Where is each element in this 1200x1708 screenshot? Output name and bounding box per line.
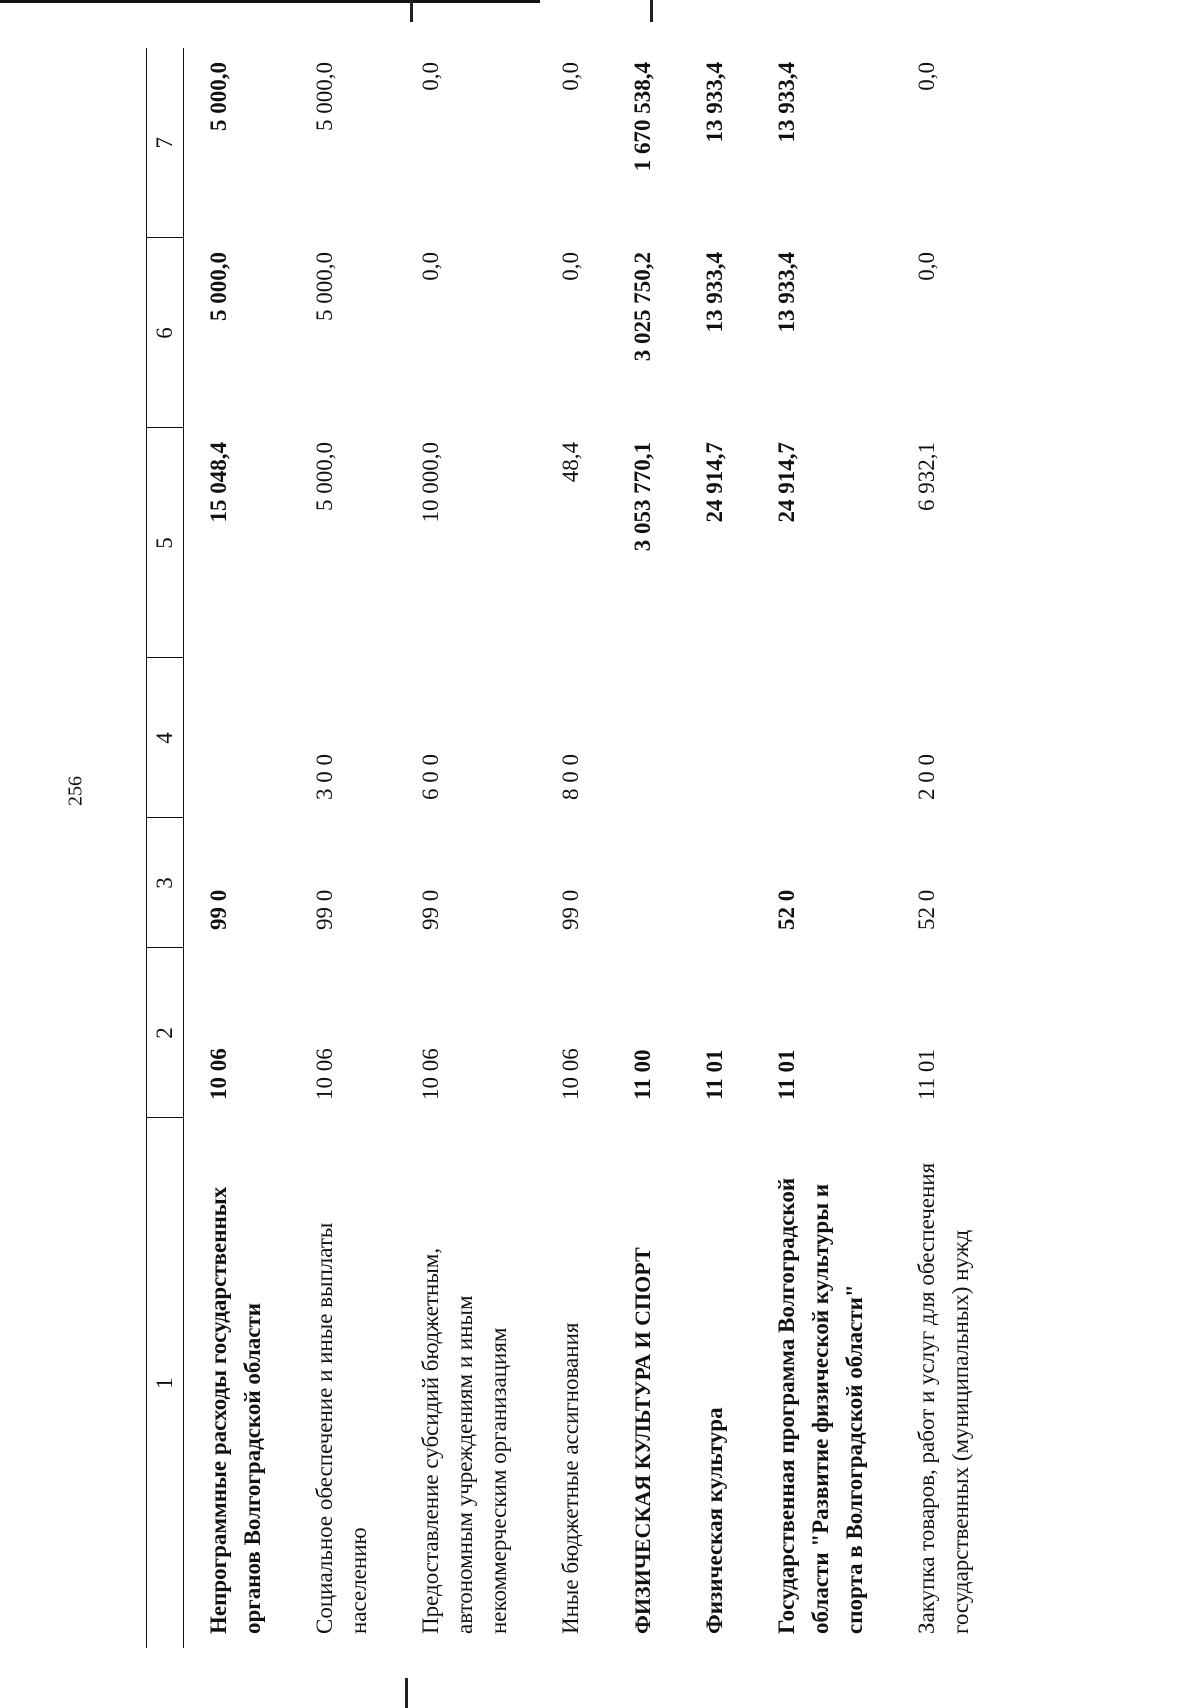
row-name: Физическая культура [702,1407,727,1634]
row-name: Государственная программа Волгоградской области "Развитие физической культуры и спорта в Волгоградской области" [774,1177,867,1634]
row-amount-6: 5 000,0 [312,252,337,321]
row-amount-5: 15 048,4 [206,442,231,523]
row-section: 10 06 [206,1048,231,1100]
row-amount-6: 0,0 [558,252,583,281]
row-amount-7: 5 000,0 [312,62,337,131]
table-row [536,48,608,1648]
row-amount-7: 13 933,4 [702,62,727,143]
header-col-1: 1 [147,1118,184,1648]
row-amount-6: 13 933,4 [702,252,727,333]
row-name: Иные бюджетные ассигнования [558,1322,583,1634]
table-row [752,48,892,1648]
table-header-row [147,48,184,1648]
table-body [184,48,999,1648]
row-amount-5: 6 932,1 [914,442,939,511]
row-amount-5: 24 914,7 [774,442,799,523]
header-col-5: 5 [147,428,184,658]
row-target: 99 0 [312,889,337,930]
row-amount-5: 3 053 770,1 [630,442,655,552]
row-name: ФИЗИЧЕСКАЯ КУЛЬТУРА И СПОРТ [630,1247,655,1634]
row-amount-6: 5 000,0 [206,252,231,321]
scan-mark [405,1678,408,1708]
row-amount-7: 5 000,0 [206,62,231,131]
row-amount-6: 3 025 750,2 [630,252,655,362]
row-section: 10 06 [312,1048,337,1100]
row-section: 10 06 [418,1048,443,1100]
row-expense-type [184,658,291,818]
row-expense-type [752,658,892,818]
budget-table [146,48,998,1648]
row-name: Непрограммные расходы государственных органов Волгоградской области [206,1186,265,1634]
row-amount-6: 13 933,4 [774,252,799,333]
table-row [608,48,680,1648]
row-name: Закупка товаров, работ и услуг для обеспечения государственных (муниципальных) нужд [914,1162,973,1634]
row-target [608,818,680,948]
document-sheet [146,48,1106,1648]
row-section: 11 01 [774,1049,799,1100]
row-section: 11 01 [914,1049,939,1100]
row-section: 11 01 [702,1049,727,1100]
table-row [290,48,396,1648]
table-row [396,48,536,1648]
row-amount-5: 48,4 [558,442,583,483]
row-expense-type [680,658,752,818]
row-target: 99 0 [558,889,583,930]
row-amount-7: 13 933,4 [774,62,799,143]
scan-edge-line [0,0,540,3]
header-col-7: 7 [147,48,184,238]
row-amount-7: 1 670 538,4 [630,62,655,172]
row-amount-7: 0,0 [558,62,583,91]
row-name: Социальное обеспечение и иные выплаты населению [312,1222,371,1634]
row-target: 99 0 [206,889,231,930]
page-number: 256 [64,776,87,806]
row-name: Предоставление субсидий бюджетным, автономным учреждениям и иным некоммерческим организациям [418,1247,511,1634]
header-col-3: 3 [147,818,184,948]
row-expense-type: 8 0 0 [558,754,583,800]
row-expense-type: 2 0 0 [914,754,939,800]
row-expense-type: 3 0 0 [312,754,337,800]
scan-mark [410,0,413,22]
row-amount-5: 5 000,0 [312,442,337,511]
row-amount-5: 10 000,0 [418,442,443,523]
table-row [184,48,291,1648]
header-col-2: 2 [147,948,184,1118]
row-amount-7: 0,0 [914,62,939,91]
row-expense-type: 6 0 0 [418,754,443,800]
row-target: 52 0 [914,889,939,930]
row-section: 10 06 [558,1048,583,1100]
row-expense-type [608,658,680,818]
row-target: 99 0 [418,889,443,930]
row-amount-5: 24 914,7 [702,442,727,523]
table-row [892,48,998,1648]
row-target: 52 0 [774,889,799,930]
row-amount-7: 0,0 [418,62,443,91]
row-amount-6: 0,0 [914,252,939,281]
row-amount-6: 0,0 [418,252,443,281]
header-col-6: 6 [147,238,184,428]
row-target [680,818,752,948]
table-row [680,48,752,1648]
scan-mark [650,0,653,22]
row-section: 11 00 [630,1049,655,1100]
header-col-4: 4 [147,658,184,818]
